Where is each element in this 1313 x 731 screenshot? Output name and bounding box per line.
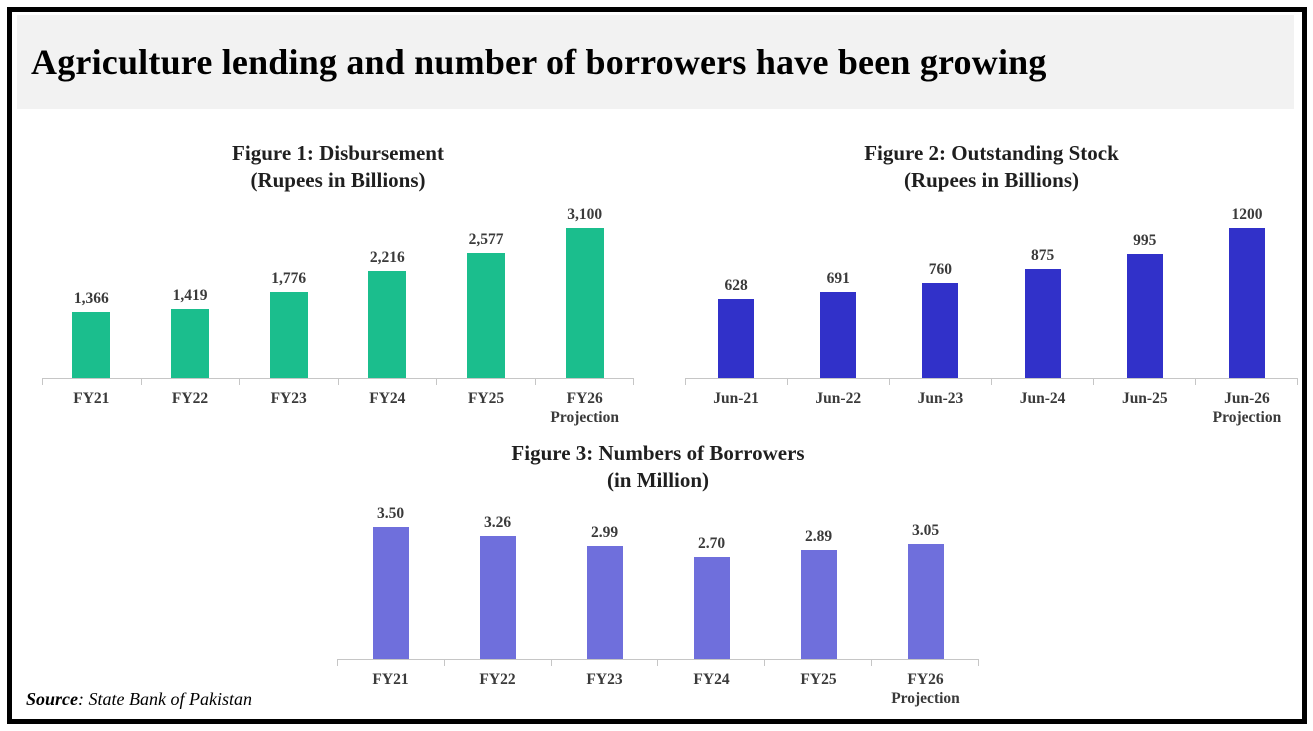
- figure-2-bar-value-label: 628: [724, 277, 748, 294]
- figure3-borrowers-chart: [337, 440, 979, 708]
- main-title: Agriculture lending and number of borrowers have been growing: [31, 42, 1047, 82]
- figure-1-category: [239, 194, 338, 378]
- figure-1-x-axis-label: FY21: [73, 390, 110, 407]
- figure1-plot-area: [42, 194, 634, 379]
- figure-2-bar: [820, 292, 856, 378]
- figure-3-bar-value-label: 2.89: [804, 528, 833, 545]
- figure-3-category: [337, 494, 444, 659]
- figure-1-axis-tick-cell: [42, 379, 142, 385]
- figure1-x-labels: [42, 389, 634, 427]
- figure-3-bar: [908, 544, 944, 659]
- figure-2-bar: [1025, 269, 1061, 378]
- figure-1-axis-tick-cell: [437, 379, 536, 385]
- panel-frame: [7, 7, 1307, 724]
- figure2-x-labels: [685, 389, 1298, 427]
- figure-3-axis-tick-cell: [872, 660, 979, 666]
- figure-1-bar: [171, 309, 209, 378]
- figure-2-bar-value-label: 995: [1133, 232, 1157, 249]
- figure-1-x-axis-label: FY25: [467, 390, 505, 407]
- figure-2-bar: [718, 299, 754, 378]
- figure-3-axis-tick-cell: [658, 660, 765, 666]
- figure-1-bar-value-label: 3,100: [567, 206, 603, 223]
- figure-2-bar-value-label: 691: [826, 270, 850, 287]
- figure-1-x-axis-label: FY23: [270, 390, 307, 407]
- figure-3-bar-value-label: 3.05: [911, 522, 940, 539]
- figure-2-category: [992, 194, 1094, 378]
- figure-3-x-axis-label: FY21: [372, 671, 409, 688]
- figure2-plot-area: [685, 194, 1298, 379]
- figure-1-bar-value-label: 1,776: [271, 270, 307, 287]
- figure-1-x-axis-label: FY22: [171, 390, 209, 407]
- figure-3-category: [444, 494, 551, 659]
- figure-2-axis-tick-cell: [890, 379, 992, 385]
- figure-2-axis-tick-cell: [1196, 379, 1298, 385]
- figure-2-bar: [1229, 228, 1265, 378]
- figure-1-bar-value-label: 1,366: [73, 290, 109, 307]
- figure-3-bar: [694, 557, 730, 659]
- main-title-band: [17, 15, 1294, 109]
- figure-2-axis-tick-cell: [1094, 379, 1196, 385]
- figure-3-axis-tick-cell: [445, 660, 552, 666]
- figure-2-category: [787, 194, 889, 378]
- figure-1-bar: [270, 292, 308, 378]
- figure3-plot-area: [337, 494, 979, 660]
- figure-2-x-axis-label: Jun-24: [1019, 390, 1066, 407]
- figure-2-x-axis-label: Jun-25: [1121, 390, 1168, 407]
- source-note: [26, 689, 252, 710]
- figure-1-bar: [368, 271, 406, 378]
- source-text: : State Bank of Pakistan: [78, 689, 252, 709]
- figure-3-bar: [373, 527, 409, 659]
- figure-2-x-axis-label: Jun-21: [713, 390, 759, 407]
- figure1-disbursement-chart: [42, 140, 634, 427]
- figure2-title: Figure 2: Outstanding Stock: [864, 141, 1119, 165]
- figure-3-x-axis-label: FY22: [479, 671, 516, 688]
- figure-3-x-axis-label: FY25: [800, 671, 837, 688]
- figure-3-x-axis-label: FY26 Projection: [891, 671, 960, 707]
- figure-1-axis-tick-cell: [536, 379, 635, 385]
- figure-1-category: [42, 194, 141, 378]
- figure-1-bar-value-label: 2,216: [369, 249, 405, 266]
- figure-2-bar-value-label: 875: [1030, 247, 1055, 264]
- figure-3-bar-value-label: 3.50: [376, 505, 405, 522]
- figure-2-bar: [922, 283, 958, 378]
- figure-2-category: [1196, 194, 1298, 378]
- figure-2-bar: [1127, 254, 1163, 378]
- figure-1-bar-value-label: 2,577: [468, 231, 504, 248]
- figure1-title: Figure 1: Disbursement: [232, 141, 444, 165]
- figure-3-bar-value-label: 2.99: [590, 524, 619, 541]
- figure-3-x-axis-label: FY23: [586, 671, 623, 688]
- figure2-x-axis: [685, 379, 1298, 385]
- figure-3-axis-tick-cell: [765, 660, 872, 666]
- figure-1-category: [338, 194, 437, 378]
- figure-1-bar: [467, 253, 505, 378]
- figure3-x-labels: [337, 670, 979, 708]
- figure-2-category: [889, 194, 991, 378]
- figure-1-bar: [72, 312, 110, 378]
- figure-2-bar-value-label: 1200: [1231, 206, 1263, 223]
- figure-2-category: [685, 194, 787, 378]
- figure-3-bar-value-label: 2.70: [697, 535, 726, 552]
- figure-2-axis-tick-cell: [685, 379, 788, 385]
- figure-1-category: [535, 194, 634, 378]
- figure3-x-axis: [337, 660, 979, 666]
- source-label: Source: [26, 689, 79, 709]
- figure3-subtitle: (in Million): [606, 468, 710, 492]
- figure-2-bar-value-label: 760: [928, 261, 953, 278]
- figure-2-x-axis-label: Jun-26 Projection: [1212, 390, 1282, 426]
- figure-3-category: [551, 494, 658, 659]
- figure-3-bar: [480, 536, 516, 659]
- figure-1-x-axis-label: FY26 Projection: [550, 390, 619, 426]
- figure-3-bar: [587, 546, 623, 659]
- figure-1-axis-tick-cell: [142, 379, 241, 385]
- figure-2-category: [1094, 194, 1196, 378]
- figure-1-x-axis-label: FY24: [369, 390, 406, 407]
- figure-2-axis-tick-cell: [788, 379, 890, 385]
- figure-3-axis-tick-cell: [552, 660, 659, 666]
- figure-1-axis-tick-cell: [240, 379, 339, 385]
- figure-3-x-axis-label: FY24: [693, 671, 730, 688]
- figure-3-bar-value-label: 3.26: [483, 514, 512, 531]
- figure-3-category: [872, 494, 979, 659]
- figure3-title: Figure 3: Numbers of Borrowers: [511, 441, 805, 465]
- figure1-subtitle: (Rupees in Billions): [250, 168, 426, 192]
- figure2-outstanding-stock-chart: [685, 140, 1298, 427]
- figure-2-x-axis-label: Jun-23: [917, 390, 964, 407]
- figure-1-axis-tick-cell: [339, 379, 438, 385]
- figure-3-axis-tick-cell: [337, 660, 445, 666]
- figure-2-x-axis-label: Jun-22: [815, 390, 862, 407]
- figure-2-axis-tick-cell: [992, 379, 1094, 385]
- figure-1-bar: [566, 228, 604, 378]
- figure-1-bar-value-label: 1,419: [172, 287, 208, 304]
- figure-3-category: [658, 494, 765, 659]
- figure-3-bar: [801, 550, 837, 659]
- figure-1-category: [437, 194, 536, 378]
- figure1-x-axis: [42, 379, 634, 385]
- figure2-subtitle: (Rupees in Billions): [903, 168, 1080, 192]
- figure-3-category: [765, 494, 872, 659]
- figure-1-category: [141, 194, 240, 378]
